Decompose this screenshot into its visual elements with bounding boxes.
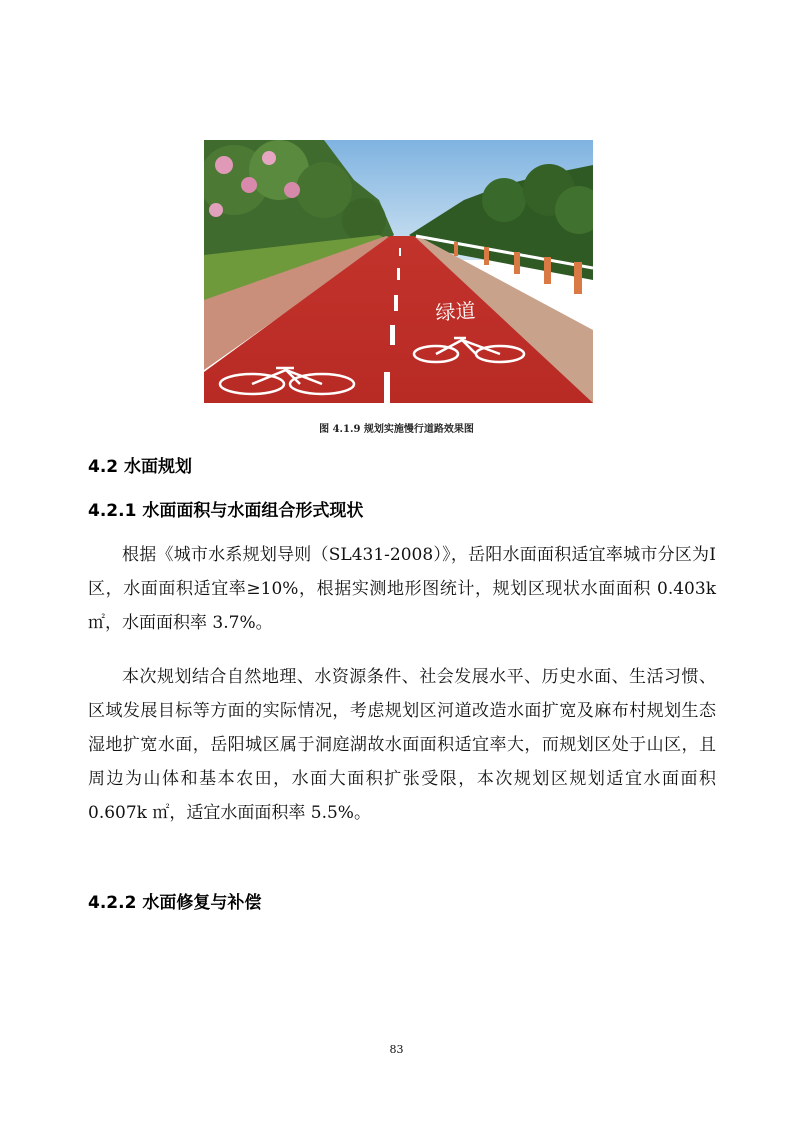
paragraph-1: 根据《城市水系规划导则（SL431-2008）》，岳阳水面面积适宜率城市分区为Ⅰ区，水面面积适宜率≥10%，根据实测地形图统计，规划区现状水面面积 0.403k ㎡，水面面积率 3.7%。 <box>88 545 716 633</box>
subsection-heading-1: 4.2.1 水面面积与水面组合形式现状 <box>88 501 364 521</box>
paragraph-2: 本次规划结合自然地理、水资源条件、社会发展水平、历史水面、生活习惯、区域发展目标等方面的实际情况，考虑规划区河道改造水面扩宽及麻布村规划生态湿地扩宽水面，岳阳城区属于洞庭湖故水面面积适宜率大，而规划区处于山区，且周边为山体和基本农田，水面大面积扩张受限，本次规划区规划适宜水面面积 0.607k ㎡，适宜水面面积率 5.5%。 <box>88 667 716 823</box>
road-marking: 绿道 <box>434 298 477 325</box>
flowers <box>215 156 233 174</box>
page-number: 83 <box>389 1043 404 1056</box>
figure-photo <box>204 140 593 403</box>
subsection-heading-2: 4.2.2 水面修复与补偿 <box>88 893 262 913</box>
section-heading: 4.2 水面规划 <box>88 457 193 477</box>
greenway-photo-illustration <box>204 140 593 403</box>
lane-dash <box>399 248 401 256</box>
figure-caption: 图 4.1.9 规划实施慢行道路效果图 <box>319 424 474 435</box>
